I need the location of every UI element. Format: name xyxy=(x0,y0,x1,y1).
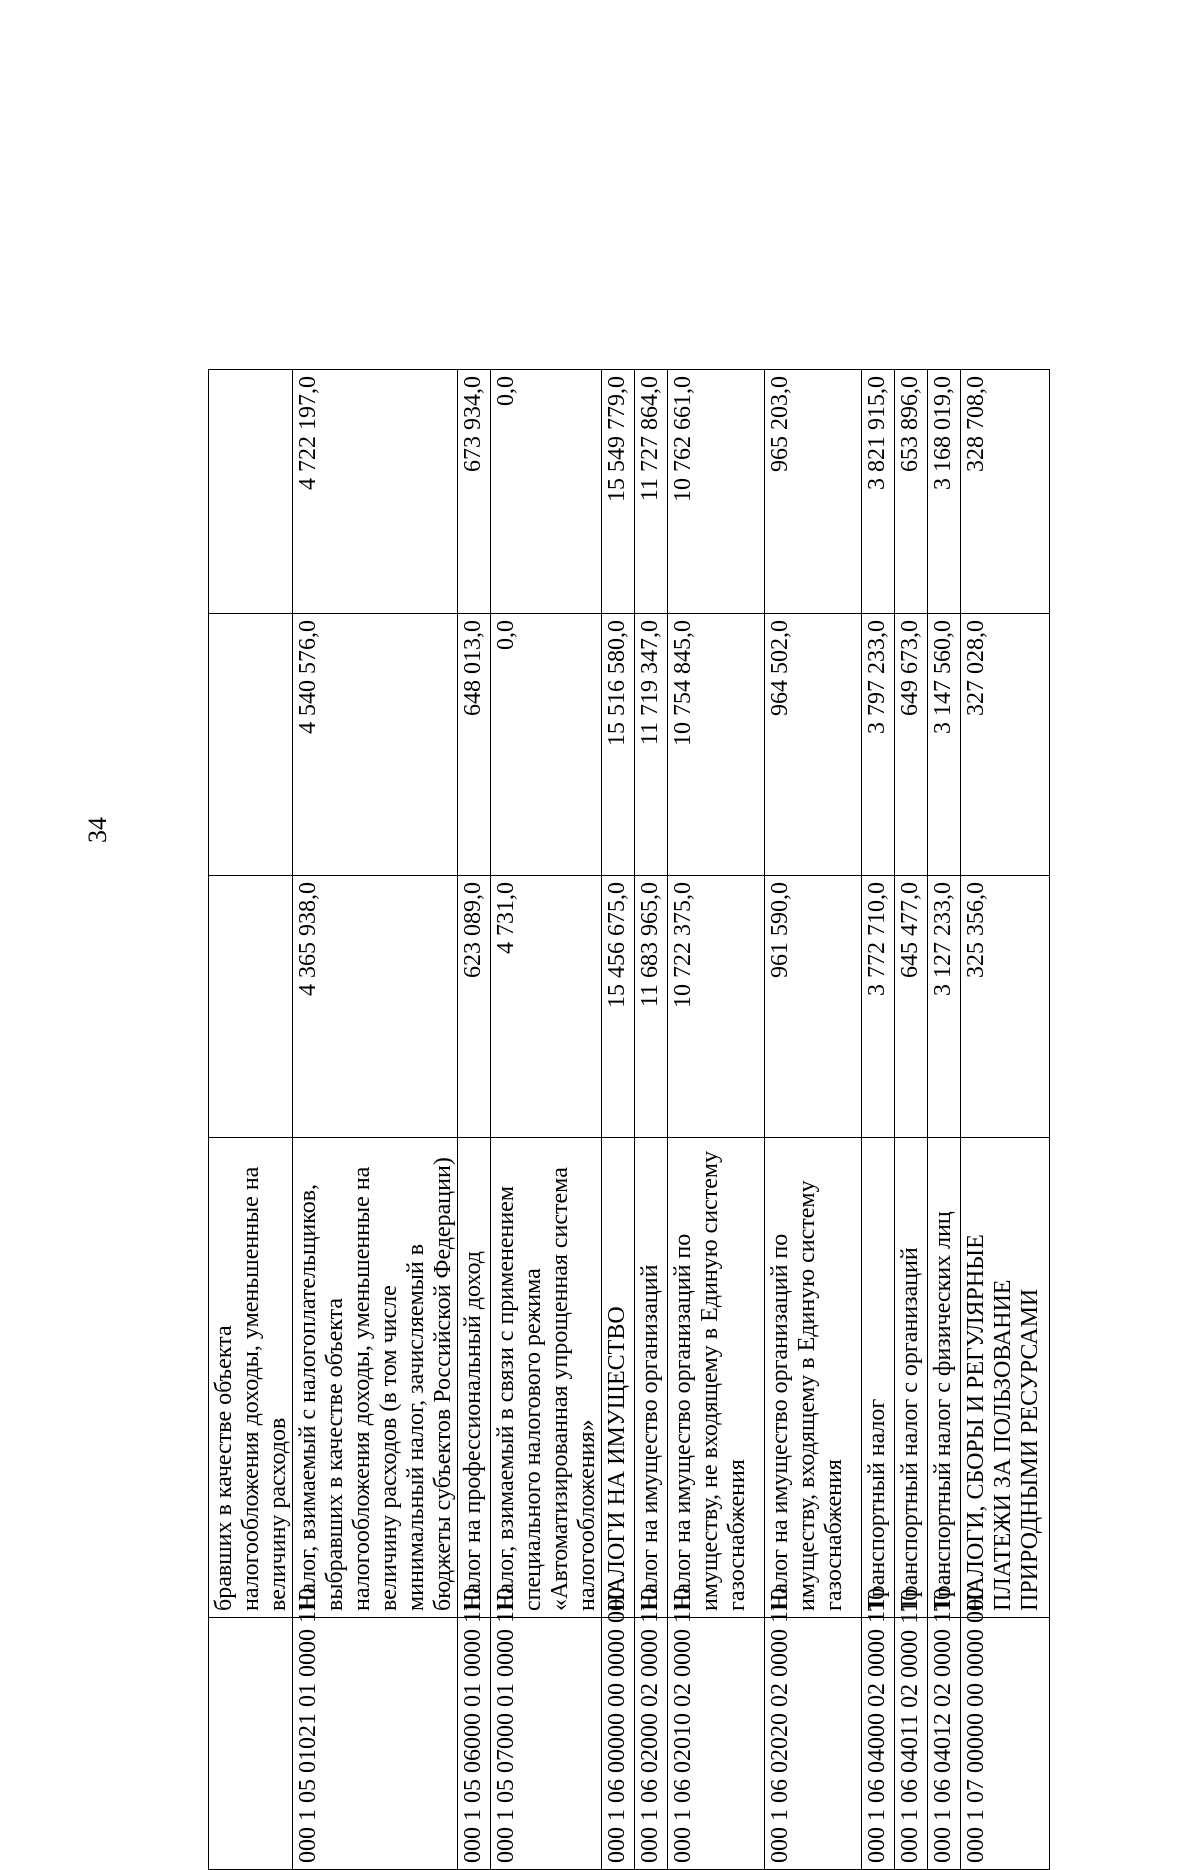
value-year3-cell: 11 727 864,0 xyxy=(635,370,668,614)
revenue-name-cell: Налог на профессиональный доход xyxy=(458,1138,491,1618)
kbk-code-cell: 000 1 06 02020 02 0000 110 xyxy=(765,1618,862,1870)
revenue-name-cell: Налог на имущество организаций по имуществу, входящему в Единую систему газоснабжения xyxy=(765,1138,862,1618)
kbk-code-cell: 000 1 06 04011 02 0000 110 xyxy=(895,1618,928,1870)
table-row xyxy=(765,370,862,1870)
value-year1-cell: 3 772 710,0 xyxy=(862,876,895,1138)
value-year1-cell: 961 590,0 xyxy=(765,876,862,1138)
value-year1-cell: 4 365 938,0 xyxy=(293,876,458,1138)
value-year3-cell: 15 549 779,0 xyxy=(602,370,635,614)
value-year2-cell: 11 719 347,0 xyxy=(635,614,668,876)
table-row xyxy=(458,370,491,1870)
kbk-code-cell: 000 1 05 06000 01 0000 110 xyxy=(458,1618,491,1870)
revenue-name-cell: Транспортный налог с организаций xyxy=(895,1138,928,1618)
revenue-name-cell: НАЛОГИ, СБОРЫ И РЕГУЛЯРНЫЕ ПЛАТЕЖИ ЗА ПОЛЬЗОВАНИЕ ПРИРОДНЫМИ РЕСУРСАМИ xyxy=(961,1138,1050,1618)
value-year2-cell: 327 028,0 xyxy=(961,614,1050,876)
kbk-code-cell: 000 1 06 00000 00 0000 000 xyxy=(602,1618,635,1870)
value-year2-cell: 10 754 845,0 xyxy=(668,614,765,876)
revenue-name-cell: Транспортный налог с физических лиц xyxy=(928,1138,961,1618)
kbk-code-cell xyxy=(209,1618,293,1870)
revenue-name-cell: Налог, взимаемый в связи с применением специального налогового режима «Автоматизированная упрощенная система налогообложения» xyxy=(491,1138,602,1618)
rotated-table-container xyxy=(208,370,1078,1870)
table-row xyxy=(293,370,458,1870)
value-year3-cell: 653 896,0 xyxy=(895,370,928,614)
kbk-code-cell: 000 1 06 04012 02 0000 110 xyxy=(928,1618,961,1870)
table-row xyxy=(928,370,961,1870)
table-row xyxy=(961,370,1050,1870)
value-year1-cell: 3 127 233,0 xyxy=(928,876,961,1138)
kbk-code-cell: 000 1 07 00000 00 0000 000 xyxy=(961,1618,1050,1870)
value-year3-cell: 0,0 xyxy=(491,370,602,614)
value-year1-cell: 325 356,0 xyxy=(961,876,1050,1138)
kbk-code-cell: 000 1 05 07000 01 0000 110 xyxy=(491,1618,602,1870)
kbk-code-cell: 000 1 05 01021 01 0000 110 xyxy=(293,1618,458,1870)
page-number: 34 xyxy=(83,817,112,843)
value-year3-cell xyxy=(209,370,293,614)
table-row xyxy=(209,370,293,1870)
table-row xyxy=(491,370,602,1870)
revenue-name-cell: бравших в качестве объекта налогообложения доходы, уменьшенные на величину расходов xyxy=(209,1138,293,1618)
value-year2-cell xyxy=(209,614,293,876)
revenue-name-cell: НАЛОГИ НА ИМУЩЕСТВО xyxy=(602,1138,635,1618)
revenue-name-cell: Налог, взимаемый с налогоплательщиков, выбравших в качестве объекта налогообложения доходы, уменьшенные на величину расходов (в том числе минимальный налог, зачисляемый в бюджеты субъектов Российской Федерации) xyxy=(293,1138,458,1618)
revenue-name-cell: Налог на имущество организаций xyxy=(635,1138,668,1618)
value-year2-cell: 649 673,0 xyxy=(895,614,928,876)
value-year3-cell: 965 203,0 xyxy=(765,370,862,614)
value-year2-cell: 4 540 576,0 xyxy=(293,614,458,876)
kbk-code-cell: 000 1 06 04000 02 0000 110 xyxy=(862,1618,895,1870)
table-row xyxy=(862,370,895,1870)
table-row xyxy=(635,370,668,1870)
value-year1-cell: 15 456 675,0 xyxy=(602,876,635,1138)
value-year3-cell: 3 168 019,0 xyxy=(928,370,961,614)
value-year2-cell: 964 502,0 xyxy=(765,614,862,876)
value-year2-cell: 15 516 580,0 xyxy=(602,614,635,876)
value-year3-cell: 3 821 915,0 xyxy=(862,370,895,614)
value-year1-cell: 10 722 375,0 xyxy=(668,876,765,1138)
value-year1-cell: 11 683 965,0 xyxy=(635,876,668,1138)
revenue-name-cell: Налог на имущество организаций по имуществу, не входящему в Единую систему газоснабжения xyxy=(668,1138,765,1618)
value-year3-cell: 4 722 197,0 xyxy=(293,370,458,614)
table-row xyxy=(668,370,765,1870)
value-year2-cell: 0,0 xyxy=(491,614,602,876)
revenue-name-cell: Транспортный налог xyxy=(862,1138,895,1618)
value-year2-cell: 648 013,0 xyxy=(458,614,491,876)
budget-revenue-table xyxy=(208,369,1050,1870)
table-row xyxy=(895,370,928,1870)
value-year2-cell: 3 147 560,0 xyxy=(928,614,961,876)
value-year1-cell: 4 731,0 xyxy=(491,876,602,1138)
value-year1-cell xyxy=(209,876,293,1138)
value-year1-cell: 623 089,0 xyxy=(458,876,491,1138)
value-year3-cell: 673 934,0 xyxy=(458,370,491,614)
value-year3-cell: 10 762 661,0 xyxy=(668,370,765,614)
kbk-code-cell: 000 1 06 02000 02 0000 110 xyxy=(635,1618,668,1870)
value-year3-cell: 328 708,0 xyxy=(961,370,1050,614)
table-row xyxy=(602,370,635,1870)
value-year1-cell: 645 477,0 xyxy=(895,876,928,1138)
value-year2-cell: 3 797 233,0 xyxy=(862,614,895,876)
kbk-code-cell: 000 1 06 02010 02 0000 110 xyxy=(668,1618,765,1870)
